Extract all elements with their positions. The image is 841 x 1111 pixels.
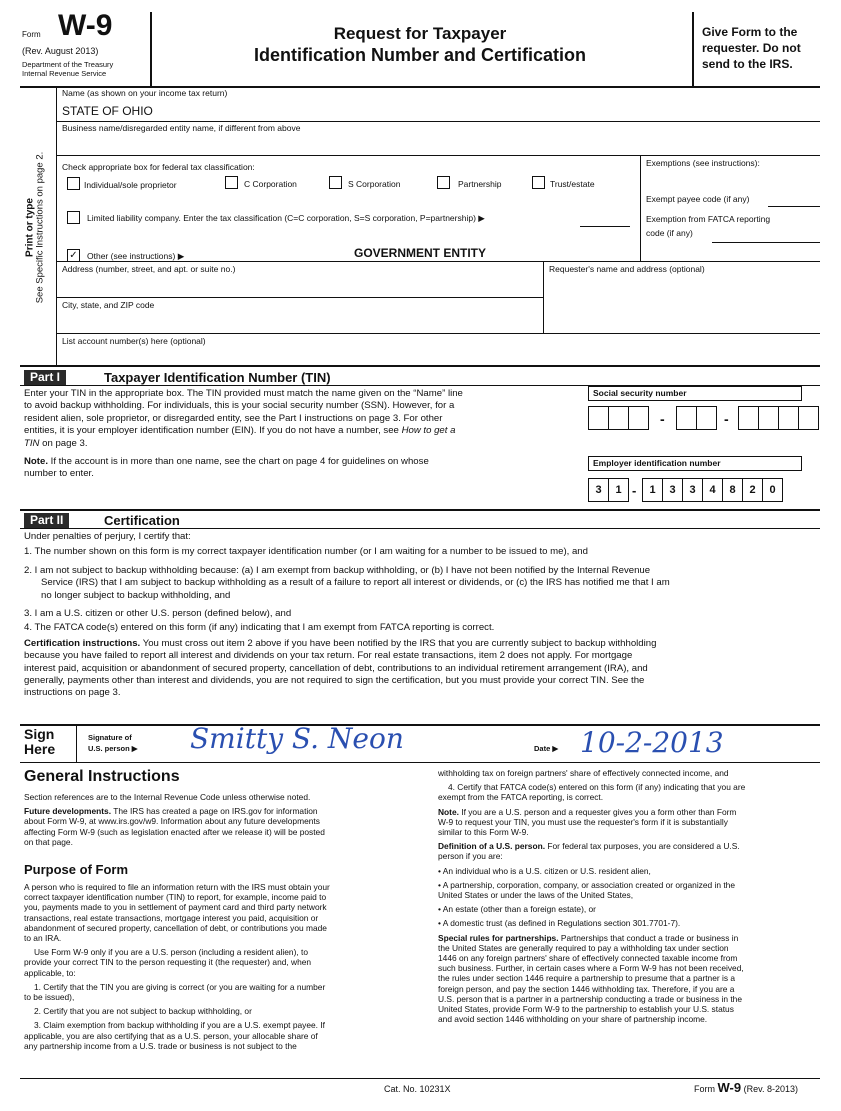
s-corp-label: S Corporation bbox=[348, 179, 401, 189]
ssn-box[interactable] bbox=[676, 406, 697, 430]
catalog-number: Cat. No. 10231X bbox=[384, 1084, 451, 1094]
ssn-box[interactable] bbox=[738, 406, 759, 430]
general-right-column: withholding tax on foreign partners' share of effectively connected income, and 4. Certify that FATCA code(s) entered on this form (if any) indicating that you are exempt from the FATCA reporting, is correct. Note. If you are a U.S. person and a requester gives you a form other than Form W-9 to request your TIN, you must use the requester's form if it is substantially similar to this Form W-9. Definition of a U.S. person. For federal tax purposes, you are considered a U.S. person if you are: • An individual who is a U.S. citizen or U.S. resident alien, • A partnership, corporation, company, or association created or organized in the United States or under the laws of the United States, • An estate (other than a foreign estate), or • A domestic trust (as defined in Regulations section 301.7701-7). Special rules for partnerships. Partnerships that conduct a trade or business in the United States are generally required to pay a withholding tax under section 1446 on any foreign partners' share of effectively connected taxable income from such business. Further, in certain cases where a Form W-9 has not been received, the rules under section 1446 require a partnership to presume that a partner is a foreign person, and pay the section 1446 withholding tax. Therefore, if you are a U.S. person that is a partner in a partnership conducting a trade or business in the United States, provide Form W-9 to the partnership to establish your U.S. status and avoid section 1446 withholding on your share of partnership income. bbox=[438, 768, 746, 1025]
part2-title: Certification bbox=[104, 513, 180, 528]
agency: Internal Revenue Service bbox=[22, 69, 107, 78]
certification-text: Under penalties of perjury, I certify that: 1. The number shown on this form is my correct taxpayer identification number (or I am waiting for a number to be issued to me), and 2. I am not subject to backup withholding because: (a) I am exempt from backup withholding, or (b) I have not been notified by the Internal Revenue Service (IRS) that I am subject to backup withholding as a result of a failure to report all interest or dividends, or (c) the IRS has notified me that I am no longer subject to backup withholding, and 3. I am a U.S. citizen or other U.S. person (defined below), and 4. The FATCA code(s) entered on this form (if any) indicating that I am exempt from FATCA reporting is correct. Certification instructions. You must cross out item 2 above if you have been notified by the IRS that you are currently subject to backup withholding because you have failed to report all interest and dividends on your tax return. For real estate transactions, item 2 does not apply. For mortgage interest paid, acquisition or abandonment of secured property, cancellation of debt, contributions to an individual retirement arrangement (IRA), and generally, payments other than interest and dividends, you are not required to sign the certification, but you must provide your correct TIN. See the instructions on page 3. bbox=[24, 531, 670, 699]
purpose-title: Purpose of Form bbox=[24, 862, 129, 877]
form-label: Form bbox=[22, 30, 41, 39]
city-label: City, state, and ZIP code bbox=[62, 300, 155, 310]
c-corp-checkbox[interactable] bbox=[225, 176, 238, 189]
ein-digit[interactable]: 4 bbox=[702, 478, 723, 502]
signature-label-2: U.S. person ▶ bbox=[88, 744, 138, 753]
business-name-field[interactable] bbox=[62, 134, 812, 154]
address-label: Address (number, street, and apt. or suite no.) bbox=[62, 264, 236, 274]
name-field[interactable]: STATE OF OHIO bbox=[62, 104, 153, 118]
form-number: W-9 bbox=[58, 9, 113, 42]
date-value[interactable]: 10-2-2013 bbox=[580, 726, 724, 759]
revision-date: (Rev. August 2013) bbox=[22, 46, 99, 56]
other-checkbox[interactable]: ✓ bbox=[67, 249, 80, 262]
ein-digit[interactable]: 0 bbox=[762, 478, 783, 502]
footer-form-id: Form W-9 (Rev. 8-2013) bbox=[694, 1080, 798, 1095]
signature-label-1: Signature of bbox=[88, 733, 132, 742]
ein-digit[interactable]: 8 bbox=[722, 478, 743, 502]
exempt-payee-label: Exempt payee code (if any) bbox=[646, 194, 750, 204]
business-name-label: Business name/disregarded entity name, if different from above bbox=[62, 123, 301, 133]
part1-tag: Part I bbox=[24, 370, 66, 385]
other-value[interactable]: GOVERNMENT ENTITY bbox=[354, 246, 487, 260]
side-label-print: Print or type bbox=[24, 198, 36, 257]
ein-dash: - bbox=[632, 483, 637, 498]
ssn-dash: - bbox=[660, 411, 665, 427]
ein-digit[interactable]: 1 bbox=[608, 478, 629, 502]
individual-label: Individual/sole proprietor bbox=[84, 180, 177, 190]
other-label: Other (see instructions) ▶ bbox=[87, 251, 185, 261]
llc-checkbox[interactable] bbox=[67, 211, 80, 224]
partnership-checkbox[interactable] bbox=[437, 176, 450, 189]
ssn-box[interactable] bbox=[758, 406, 779, 430]
ein-digit[interactable]: 3 bbox=[662, 478, 683, 502]
ssn-box[interactable] bbox=[608, 406, 629, 430]
ssn-box[interactable] bbox=[778, 406, 799, 430]
ssn-label: Social security number bbox=[588, 386, 802, 401]
ein-digit[interactable]: 3 bbox=[682, 478, 703, 502]
ein-digit[interactable]: 3 bbox=[588, 478, 609, 502]
fatca-label-1: Exemption from FATCA reporting bbox=[646, 214, 771, 224]
general-left-column: Section references are to the Internal Revenue Code unless otherwise noted. Future developments. The IRS has created a page on IRS.gov for information about Form W-9, at www.irs.gov/w9. Information about any future developments affecting Form W-9 (such as legislation enacted after we release it) will be posted on that page. bbox=[24, 792, 325, 847]
ein-digit[interactable]: 2 bbox=[742, 478, 763, 502]
individual-checkbox[interactable] bbox=[67, 177, 80, 190]
sign-here-label-1: Sign bbox=[24, 726, 55, 742]
purpose-text: A person who is required to file an information return with the IRS must obtain your correct taxpayer identification number (TIN) to report, for example, income paid to you, payments made to you in settlement of payment card and third party network transactions, real estate transactions, mortgage interest you paid, acquisition or abandonment of secured property, cancellation of debt, or contributions you made to an IRA. Use Form W-9 only if you are a U.S. person (including a resident alien), to provide your correct TIN to the person requesting it (the requester) and, when applicable, to: 1. Certify that the TIN you are giving is correct (or you are waiting for a number to be issued), 2. Certify that you are not subject to backup withholding, or 3. Claim exemption from backup withholding if you are a U.S. exempt payee. If applicable, you are also certifying that as a U.S. person, your allocable share of any partnership income from a U.S. trade or business is not subject to the bbox=[24, 882, 330, 1051]
name-label: Name (as shown on your income tax return) bbox=[62, 88, 228, 98]
trust-label: Trust/estate bbox=[550, 179, 595, 189]
trust-checkbox[interactable] bbox=[532, 176, 545, 189]
partnership-label: Partnership bbox=[458, 179, 502, 189]
side-label-instructions: See Specific Instructions on page 2. bbox=[34, 151, 46, 304]
ein-label: Employer identification number bbox=[588, 456, 802, 471]
c-corp-label: C Corporation bbox=[244, 179, 297, 189]
part1-title: Taxpayer Identification Number (TIN) bbox=[104, 370, 331, 385]
form-title-line1: Request for Taxpayer bbox=[333, 24, 507, 43]
sign-here-label-2: Here bbox=[24, 741, 56, 757]
general-instructions-title: General Instructions bbox=[24, 768, 180, 785]
date-label: Date ▶ bbox=[534, 744, 559, 753]
classification-label: Check appropriate box for federal tax classification: bbox=[62, 162, 255, 172]
signature[interactable]: Smitty S. Neon bbox=[190, 722, 404, 755]
give-form-note-2: requester. Do not bbox=[702, 41, 801, 55]
give-form-note-1: Give Form to the bbox=[702, 25, 798, 39]
ssn-box[interactable] bbox=[798, 406, 819, 430]
exemptions-label: Exemptions (see instructions): bbox=[646, 158, 760, 168]
llc-label: Limited liability company. Enter the tax classification (C=C corporation, S=S corporation, P=partnership) ▶ bbox=[87, 213, 485, 223]
ssn-box[interactable] bbox=[696, 406, 717, 430]
give-form-note-3: send to the IRS. bbox=[702, 57, 793, 71]
requester-label: Requester's name and address (optional) bbox=[549, 264, 705, 274]
account-label: List account number(s) here (optional) bbox=[62, 336, 206, 346]
fatca-label-2: code (if any) bbox=[646, 228, 693, 238]
ssn-dash: - bbox=[724, 411, 729, 427]
department: Department of the Treasury bbox=[22, 60, 114, 69]
ssn-box[interactable] bbox=[628, 406, 649, 430]
form-title-line2: Identification Number and Certification bbox=[253, 45, 587, 65]
ssn-box[interactable] bbox=[588, 406, 609, 430]
part1-text: Enter your TIN in the appropriate box. The TIN provided must match the name given on the “Name” line to avoid backup withholding. For individuals, this is your social security number (SSN). However, for a resident alien, sole proprietor, or disregarded entity, see the Part I instructions on page 3. For other entities, it is your employer identification number (EIN). If you do not have a number, see How to get a TIN on page 3. Note. If the account is in more than one name, see the chart on page 4 for guidelines on whose number to enter. bbox=[24, 388, 463, 480]
ein-digit[interactable]: 1 bbox=[642, 478, 663, 502]
s-corp-checkbox[interactable] bbox=[329, 176, 342, 189]
part2-tag: Part II bbox=[24, 513, 69, 528]
